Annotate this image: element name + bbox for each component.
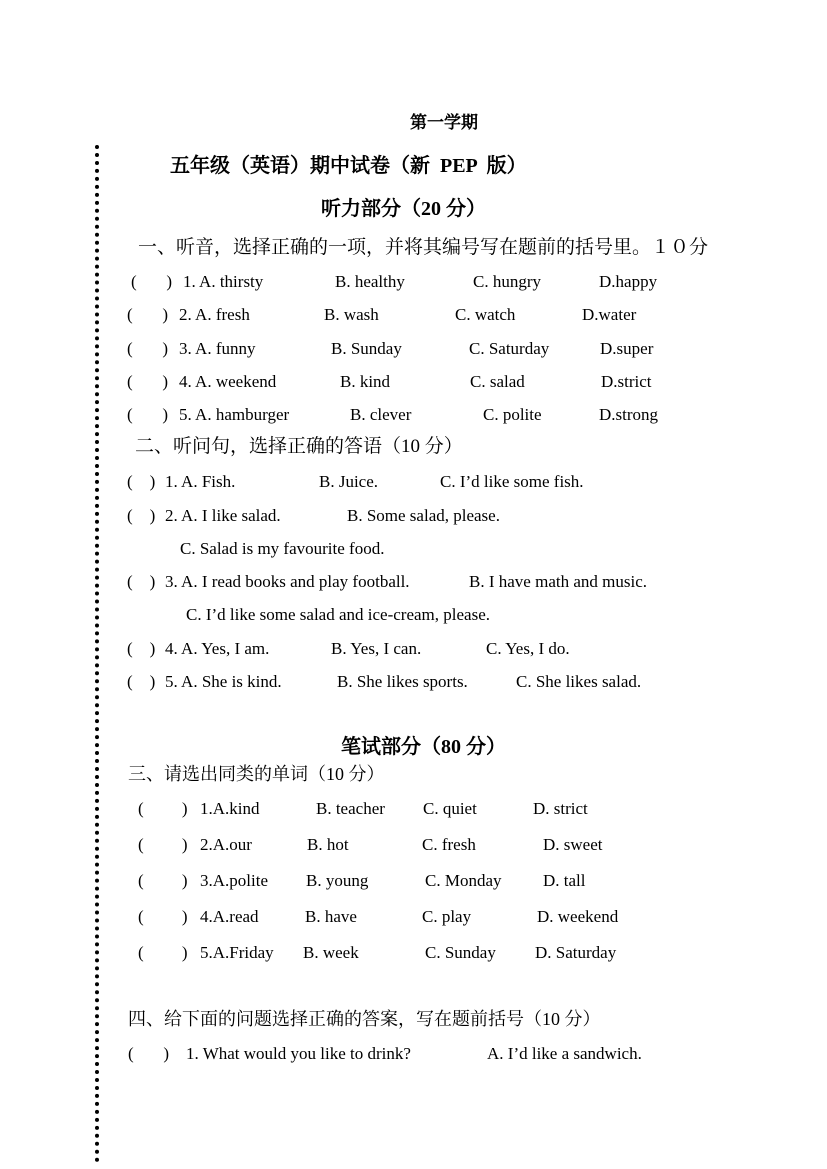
option-c: C. Sunday [425, 943, 496, 962]
option-d: D.strict [601, 372, 652, 391]
section3-item [0, 872, 827, 896]
option-d: D.super [600, 339, 654, 358]
option-a: 1. A. Fish. [165, 472, 236, 491]
answer-blank[interactable]: ( ) [127, 472, 156, 491]
option-d: D. strict [533, 799, 588, 818]
option-b: B. wash [324, 305, 379, 324]
answer-blank[interactable]: ( ) [127, 305, 169, 324]
option-c: C. Yes, I do. [486, 639, 570, 658]
section1-heading: 一、听音，选择正确的一项，并将其编号写在题前的括号里。１０分 [138, 237, 709, 258]
option-a: 1.A.kind [200, 799, 260, 818]
answer-blank[interactable]: ( ) [138, 871, 188, 890]
answer-blank[interactable]: ( ) [127, 405, 169, 424]
option-b: B. young [306, 871, 369, 890]
section1-item [0, 373, 827, 397]
option-c: C. hungry [473, 272, 541, 291]
listening-part-title: 听力部分（20 分） [321, 198, 486, 220]
section2-item-continuation [0, 540, 827, 564]
answer-blank[interactable]: ( ) [127, 372, 169, 391]
answer-blank[interactable]: ( ) [138, 835, 188, 854]
option-b: B. hot [307, 835, 349, 854]
option-b: B. Sunday [331, 339, 402, 358]
section3-heading: 三、请选出同类的单词（10 分） [128, 764, 385, 784]
answer-blank[interactable]: ( ) [128, 1044, 170, 1063]
section1-item [0, 273, 827, 297]
section1-item [0, 306, 827, 330]
section1-item [0, 406, 827, 430]
option-b: B. Juice. [319, 472, 379, 491]
section3-item [0, 836, 827, 860]
option-a: 2. A. I like salad. [165, 506, 281, 525]
answer-blank[interactable]: ( ) [138, 799, 188, 818]
option-a: 4. A. weekend [179, 372, 277, 391]
answer-blank[interactable]: ( ) [131, 272, 173, 291]
option-a: 5. A. She is kind. [165, 672, 282, 691]
option-d: D.happy [599, 272, 658, 291]
option-a: A. I’d like a sandwich. [487, 1044, 642, 1063]
answer-blank[interactable]: ( ) [127, 339, 169, 358]
option-d: D.strong [599, 405, 659, 424]
option-a: 4.A.read [200, 907, 259, 926]
option-b: B. teacher [316, 799, 385, 818]
section2-item [0, 640, 827, 664]
option-d: D.water [582, 305, 637, 324]
option-d: D. weekend [537, 907, 619, 926]
option-d: D. Saturday [535, 943, 617, 962]
section1-item [0, 340, 827, 364]
term-label: 第一学期 [410, 113, 478, 132]
option-c: C. I’d like some salad and ice-cream, please. [186, 605, 490, 624]
section4-item [0, 1045, 827, 1069]
question-text: 1. What would you like to drink? [186, 1044, 411, 1063]
option-c: C. quiet [423, 799, 477, 818]
option-b: B. clever [350, 405, 412, 424]
answer-blank[interactable]: ( ) [127, 572, 156, 591]
option-b: B. have [305, 907, 357, 926]
option-c: C. watch [455, 305, 516, 324]
section2-item [0, 673, 827, 697]
answer-blank[interactable]: ( ) [127, 639, 156, 658]
option-c: C. fresh [422, 835, 476, 854]
option-a: 2. A. fresh [179, 305, 250, 324]
section3-item [0, 908, 827, 932]
option-a: 5.A.Friday [200, 943, 274, 962]
option-c: C. Salad is my favourite food. [180, 539, 385, 558]
section2-item [0, 573, 827, 597]
option-a: 3. A. funny [179, 339, 256, 358]
option-b: B. Some salad, please. [347, 506, 500, 525]
option-a: 5. A. hamburger [179, 405, 290, 424]
option-a: 3. A. I read books and play football. [165, 572, 410, 591]
section3-item [0, 800, 827, 824]
option-b: B. kind [340, 372, 391, 391]
option-c: C. I’d like some fish. [440, 472, 584, 491]
option-c: C. polite [483, 405, 542, 424]
section4-heading: 四、给下面的问题选择正确的答案，写在题前括号（10 分） [128, 1009, 601, 1029]
option-d: D. sweet [543, 835, 603, 854]
option-b: B. She likes sports. [337, 672, 468, 691]
section2-item [0, 473, 827, 497]
option-b: B. Yes, I can. [331, 639, 422, 658]
option-b: B. healthy [335, 272, 405, 291]
answer-blank[interactable]: ( ) [138, 943, 188, 962]
answer-blank[interactable]: ( ) [138, 907, 188, 926]
option-a: 1. A. thirsty [183, 272, 264, 291]
section2-heading: 二、听问句，选择正确的答语（10 分） [135, 436, 463, 457]
option-d: D. tall [543, 871, 586, 890]
section2-item-continuation [0, 606, 827, 630]
option-b: B. week [303, 943, 359, 962]
option-c: C. She likes salad. [516, 672, 642, 691]
option-a: 2.A.our [200, 835, 252, 854]
answer-blank[interactable]: ( ) [127, 506, 156, 525]
option-a: 3.A.polite [200, 871, 268, 890]
section3-item [0, 944, 827, 968]
option-c: C. Monday [425, 871, 502, 890]
section2-item [0, 507, 827, 531]
option-c: C. Saturday [469, 339, 550, 358]
written-part-title: 笔试部分（80 分） [341, 736, 506, 758]
option-a: 4. A. Yes, I am. [165, 639, 270, 658]
answer-blank[interactable]: ( ) [127, 672, 156, 691]
option-b: B. I have math and music. [469, 572, 647, 591]
option-c: C. play [422, 907, 472, 926]
option-c: C. salad [470, 372, 525, 391]
exam-title: 五年级（英语）期中试卷（新 PEP 版） [170, 155, 527, 177]
